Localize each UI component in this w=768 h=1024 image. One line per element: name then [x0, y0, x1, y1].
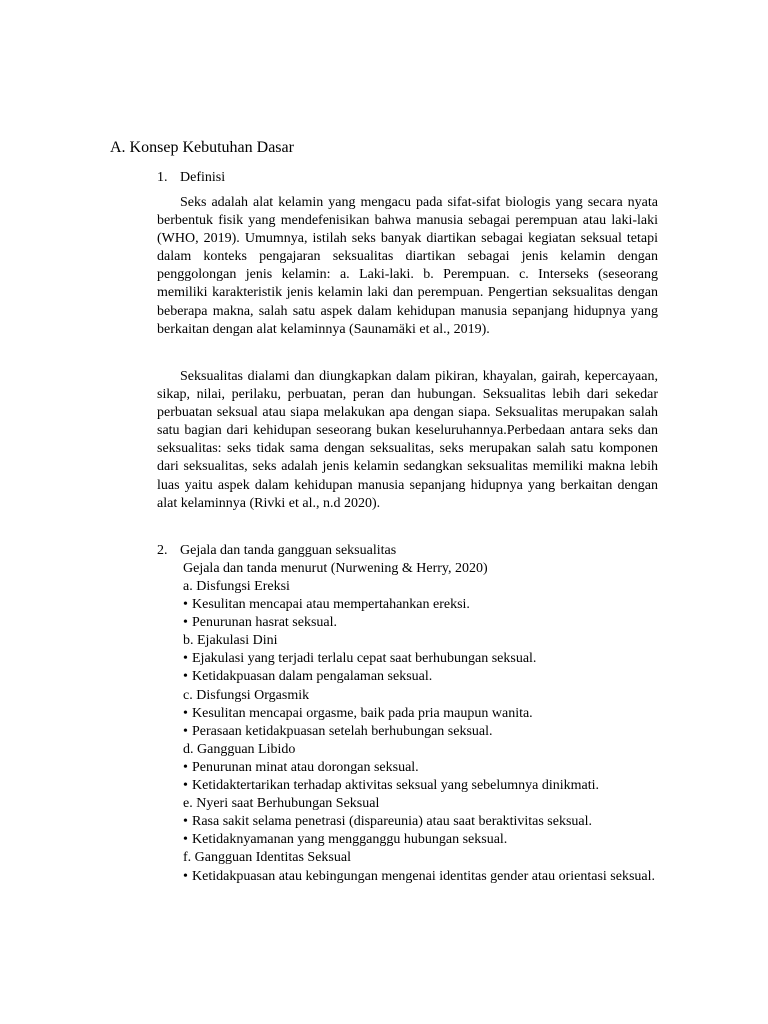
list-item	[183, 650, 658, 668]
list-item-text: Ketidaknyamanan yang mengganggu hubungan seksual.	[192, 832, 508, 848]
category-label: b. Ejakulasi Dini	[183, 633, 278, 649]
bullet-icon: •	[183, 778, 188, 794]
list-item	[183, 831, 658, 849]
list-item	[183, 759, 658, 777]
list-item	[183, 705, 658, 723]
bullet-icon: •	[183, 814, 188, 830]
list-item-text: Ketidakpuasan atau kebingungan mengenai identitas gender atau orientasi seksual.	[192, 868, 656, 884]
subsection-definisi	[157, 169, 225, 187]
subsection-number: 1.	[157, 170, 168, 185]
bullet-icon: •	[183, 868, 188, 884]
category-label: e. Nyeri saat Berhubungan Seksual	[183, 796, 380, 812]
list-item-text: Ejakulasi yang terjadi terlalu cepat saat berhubungan seksual.	[192, 651, 537, 667]
list-item-text: Perasaan ketidakpuasan setelah berhubungan seksual.	[192, 723, 493, 739]
bullet-icon: •	[183, 651, 188, 667]
bullet-icon: •	[183, 832, 188, 848]
bullet-icon: •	[183, 669, 188, 685]
subsection-title: Gejala dan tanda gangguan seksualitas	[180, 543, 397, 558]
symptoms-intro: Gejala dan tanda menurut (Nurwening & Herry, 2020)	[183, 561, 488, 576]
bullet-icon: •	[183, 759, 188, 775]
list-item-text: Kesulitan mencapai atau mempertahankan ereksi.	[192, 597, 470, 613]
category-label: d. Gangguan Libido	[183, 741, 296, 757]
section-heading: A. Konsep Kebutuhan Dasar	[110, 139, 294, 156]
list-item	[183, 723, 658, 741]
list-item-text: Ketidakpuasan dalam pengalaman seksual.	[192, 669, 433, 685]
bullet-icon: •	[183, 615, 188, 631]
paragraph: Seksualitas dialami dan diungkapkan dalam pikiran, khayalan, gairah, kepercayaan, sikap, nilai, perilaku, perbuatan, peran dan hubungan. Seksualitas lebih dari sekedar perbuatan seksual atau siapa melakukan apa dengan siapa. Seksualitas merupakan salah satu bagian dari kehidupan seseorang bukan keseluruhannya.Perbedaan antara seks dan seksualitas: seks tidak sama dengan seksualitas, seks merupakan salah satu komponen dari seksualitas, seks adalah jenis kelamin sedangkan seksualitas memiliki makna lebih luas yaitu aspek dalam kehidupan manusia sepanjang hidupnya yang berkaitan dengan alat kelaminnya (Rivki et al., n.d 2020).	[157, 369, 658, 511]
category-label: a. Disfungsi Ereksi	[183, 579, 290, 594]
list-item	[183, 668, 658, 686]
list-item	[183, 777, 658, 795]
category-label: c. Disfungsi Orgasmik	[183, 687, 310, 703]
list-item-text: Penurunan minat atau dorongan seksual.	[192, 759, 419, 775]
symptoms-list	[183, 578, 658, 886]
category-label: f. Gangguan Identitas Seksual	[183, 850, 351, 866]
list-item-text: Rasa sakit selama penetrasi (dispareunia) atau saat beraktivitas seksual.	[192, 814, 593, 830]
list-item	[183, 868, 658, 886]
list-item-text: Ketidaktertarikan terhadap aktivitas seksual yang sebelumnya dinikmati.	[192, 778, 600, 794]
subsection-title: Definisi	[180, 170, 226, 185]
bullet-icon: •	[183, 705, 188, 721]
paragraph: Seks adalah alat kelamin yang mengacu pada sifat-sifat biologis yang secara nyata berbentuk fisik yang mendefenisikan bahwa manusia sebagai perempuan atau laki-laki (WHO, 2019). Umumnya, istilah seks banyak diartikan sebagai kegiatan seksual tetapi dalam konteks pengajaran seksualitas diartikan sebagai jenis kelamin dengan penggolongan jenis kelamin: a. Laki-laki. b. Perempuan. c. Interseks (seseorang memiliki karakteristik jenis kelamin laki dan perempuan. Pengertian seksualitas dengan beberapa makna, salah satu aspek dalam kehidupan manusia sepanjang hidupnya yang berkaitan dengan alat kelaminnya (Saunamäki et al., 2019).	[157, 195, 658, 337]
list-item-text: Penurunan hasrat seksual.	[192, 615, 338, 631]
list-item-text: Kesulitan mencapai orgasme, baik pada pria maupun wanita.	[192, 705, 533, 721]
bullet-icon: •	[183, 723, 188, 739]
bullet-icon: •	[183, 597, 188, 613]
list-item	[183, 813, 658, 831]
subsection-number: 2.	[157, 543, 168, 558]
list-item	[183, 596, 658, 614]
subsection-gejala	[157, 542, 396, 560]
list-item	[183, 614, 658, 632]
